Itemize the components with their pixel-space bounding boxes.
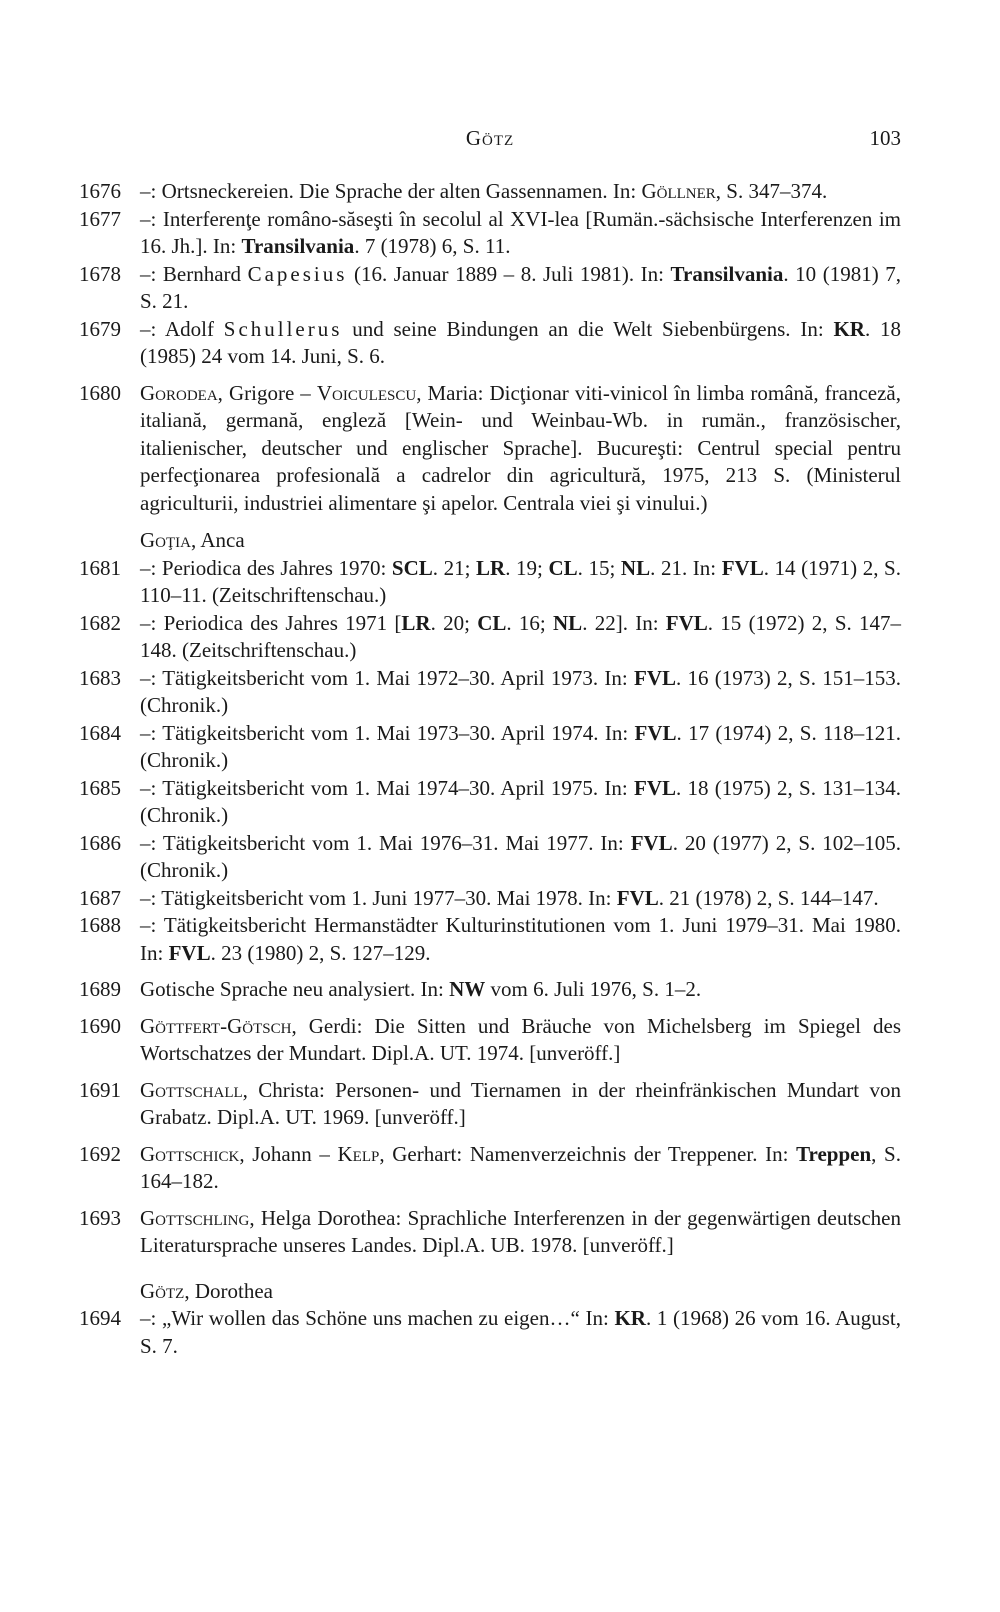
author-name: Götz: [140, 1278, 185, 1303]
author-name: Göttfert-Götsch: [140, 1013, 292, 1038]
author-name: Kelp: [337, 1141, 380, 1166]
entry-number: 1680: [79, 380, 121, 405]
entry-number: 1677: [79, 206, 121, 231]
entry-1689: 1689 Gotische Sprache neu analysiert. In: NW vom 6. Juli 1976, S. 1–2.: [79, 976, 901, 1004]
entry-number: 1686: [79, 830, 121, 855]
source-abbrev: KR: [614, 1306, 646, 1330]
person-name: Schullerus: [223, 316, 343, 341]
author-name: Göllner: [641, 179, 716, 203]
entry-1684: 1684 –: Tätigkeitsbericht vom 1. Mai 1973–30. April 1974. In: FVL. 17 (1974) 2, S. 118–121. (Chronik.): [79, 720, 901, 772]
entry-1681: 1681 –: Periodica des Jahres 1970: SCL. 21; LR. 19; CL. 15; NL. 21. In: FVL. 14 (1971) 2, S. 110–11. (Zeitschriftenschau.): [79, 555, 901, 607]
entry-1690: 1690 Göttfert-Götsch, Gerdi: Die Sitten und Bräuche von Michelsberg im Spiegel des Wortschatzes der Mundart. Dipl.A. UT. 1974. [unveröff.]: [79, 1013, 901, 1065]
entry-number: 1685: [79, 775, 121, 800]
entry-number: 1679: [79, 316, 121, 341]
entry-1676: 1676 –: Ortsneckereien. Die Sprache der alten Gassennamen. In: Göllner, S. 347–374.: [79, 178, 901, 206]
entry-1677: 1677 –: Interferenţe româno-săseşti în secolul al XVI-lea [Rumän.-sächsische Interferenzen im 16. Jh.]. In: Transilvania. 7 (1978) 6, S. 11.: [79, 206, 901, 258]
entry-1685: 1685 –: Tätigkeitsbericht vom 1. Mai 1974–30. April 1975. In: FVL. 18 (1975) 2, S. 131–134. (Chronik.): [79, 775, 901, 827]
entry-number: 1687: [79, 885, 121, 910]
author-name: Voiculescu: [316, 380, 417, 405]
author-name: Gorodea: [140, 380, 218, 405]
author-name: Gottschall: [140, 1077, 243, 1102]
author-name: Goţia: [140, 528, 191, 552]
source-abbrev: KR: [833, 316, 865, 341]
entry-number: 1682: [79, 610, 121, 635]
entry-number: 1692: [79, 1141, 121, 1166]
entry-number: 1689: [79, 977, 121, 1001]
entry-1688: 1688 –: Tätigkeitsbericht Hermanstädter Kulturinstitutionen vom 1. Juni 1979–31. Mai 1980. In: FVL. 23 (1980) 2, S. 127–129.: [79, 913, 901, 965]
author-name: Gottschling: [140, 1205, 250, 1230]
entry-number: 1681: [79, 555, 121, 580]
author-heading-gotia: Goţia, Anca: [140, 528, 245, 552]
entry-1687: 1687 –: Tätigkeitsbericht vom 1. Juni 1977–30. Mai 1978. In: FVL. 21 (1978) 2, S. 144–147.: [79, 885, 901, 913]
running-head: Götz: [465, 126, 515, 150]
source-abbrev: Treppen: [796, 1141, 872, 1166]
source-abbrev: Transilvania: [670, 261, 784, 286]
entry-1694: 1694 –: „Wir wollen das Schöne uns machen zu eigen…“ In: KR. 1 (1968) 26 vom 16. August, S. 7.: [79, 1306, 901, 1358]
entry-1679: 1679 –: Adolf Schullerus und seine Bindungen an die Welt Siebenbürgens. In: KR. 18 (1985) 24 vom 14. Juni, S. 6.: [79, 316, 901, 368]
page-number: 103: [869, 126, 901, 150]
author-heading-gotz: Götz, Dorothea: [140, 1278, 273, 1303]
source-abbrev: Transilvania: [241, 234, 355, 258]
person-name: Capesius: [247, 261, 348, 286]
page-header: [79, 126, 901, 160]
entry-number: 1693: [79, 1205, 121, 1230]
entry-number: 1684: [79, 720, 121, 745]
entry-number: 1676: [79, 179, 121, 203]
entry-1680: 1680 Gorodea, Grigore – Voiculescu, Maria: Dicţionar viti-vinicol în limba română, franceză, italiană, germană, engleză [Wein- und Weinbau-Wb. in rumän., französischer, italienischer, deutscher und englischer Sprache]. Bucureşti: Centrul special pentru perfecţionarea profesională a cadrelor din agricultură, 1975, 213 S. (Ministerul agriculturii, industriei alimentare şi apelor. Centrala viei şi vinului.): [79, 380, 901, 515]
entry-number: 1694: [79, 1306, 121, 1330]
entry-1686: 1686 –: Tätigkeitsbericht vom 1. Mai 1976–31. Mai 1977. In: FVL. 20 (1977) 2, S. 102–105. (Chronik.): [79, 830, 902, 882]
entry-1682: 1682 –: Periodica des Jahres 1971 [LR. 20; CL. 16; NL. 22]. In: FVL. 15 (1972) 2, S. 147–148. (Zeitschriftenschau.): [79, 610, 902, 662]
bibliography-list: [79, 178, 901, 1360]
entry-1693: 1693 Gottschling, Helga Dorothea: Sprachliche Interferenzen in der gegenwärtigen deutschen Literatursprache unseres Landes. Dipl.A. UB. 1978. [unveröff.]: [79, 1205, 901, 1257]
entry-number: 1678: [79, 261, 121, 286]
entry-number: 1691: [79, 1077, 121, 1102]
entry-1692: 1692 Gottschick, Johann – Kelp, Gerhart: Namenverzeichnis der Treppener. In: Treppen, S. 164–182.: [79, 1141, 901, 1193]
entry-number: 1690: [79, 1013, 121, 1038]
entry-1683: 1683 –: Tätigkeitsbericht vom 1. Mai 1972–30. April 1973. In: FVL. 16 (1973) 2, S. 151–153. (Chronik.): [79, 665, 901, 717]
entry-number: 1688: [79, 913, 121, 937]
entry-1678: 1678 –: Bernhard Capesius (16. Januar 1889 – 8. Juli 1981). In: Transilvania. 10 (1981) 7, S. 21.: [79, 261, 901, 313]
author-name: Gottschick: [140, 1141, 240, 1166]
entry-1691: 1691 Gottschall, Christa: Personen- und Tiernamen in der rheinfränkischen Mundart von Grabatz. Dipl.A. UT. 1969. [unveröff.]: [79, 1077, 901, 1129]
entry-number: 1683: [79, 665, 121, 690]
